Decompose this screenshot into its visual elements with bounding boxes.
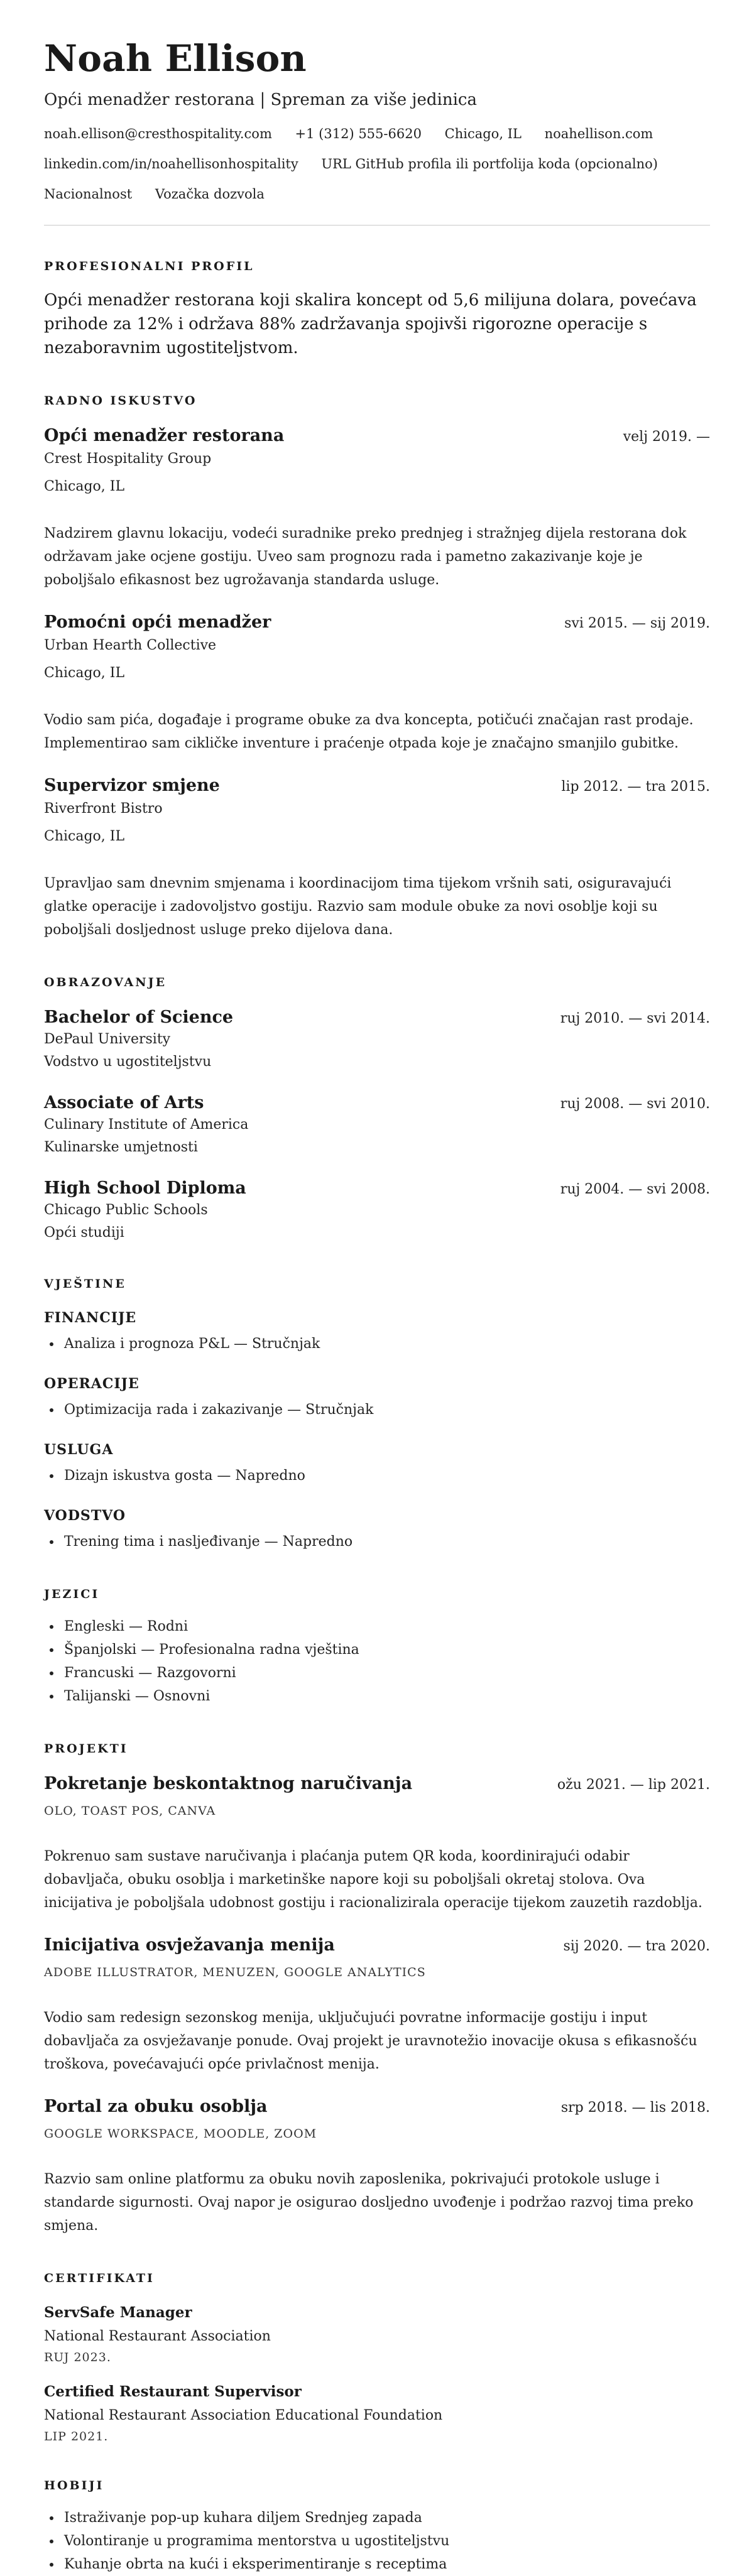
section-title-languages: JEZICI — [44, 1587, 100, 1601]
section-title-skills: VJEŠTINE — [44, 1277, 126, 1291]
certificate-name: Certified Restaurant Supervisor — [44, 2383, 302, 2400]
skill-list — [44, 1398, 710, 1421]
school-name: DePaul University — [44, 1031, 171, 1047]
job-company: Riverfront Bistro — [44, 801, 163, 817]
contact-row-1 — [44, 124, 710, 143]
language-item: • Španjolski — Profesionalna radna vještina — [62, 1638, 710, 1661]
contact-row-2 — [44, 155, 710, 173]
project-tech: GOOGLE WORKSPACE, MOODLE, ZOOM — [44, 2127, 317, 2141]
language-item: • Talijanski — Osnovni — [62, 1685, 710, 1708]
project-name: Inicijativa osvježavanja menija — [44, 1935, 335, 1955]
skill-item: • Optimizacija rada i zakazivanje — Stručnjak — [62, 1398, 710, 1421]
experience-entry — [44, 612, 710, 755]
school-name: Chicago Public Schools — [44, 1202, 208, 1218]
skill-category: OPERACIJE — [44, 1376, 139, 1392]
degree-title: High School Diploma — [44, 1178, 246, 1198]
skill-list — [44, 1530, 710, 1553]
skill-category: USLUGA — [44, 1442, 114, 1458]
language-list — [44, 1615, 710, 1708]
hobby-item: • Volontiranje u programima mentorstva u ugostiteljstvu — [62, 2530, 710, 2553]
job-company: Crest Hospitality Group — [44, 451, 212, 467]
education-entry — [44, 1092, 710, 1158]
job-dates: velj 2019. — — [623, 429, 710, 445]
certificate-entry — [44, 2382, 710, 2445]
header-divider — [44, 225, 710, 226]
project-dates: sij 2020. — tra 2020. — [563, 1938, 710, 1954]
hobby-item: • Istraživanje pop-up kuhara diljem Srednjeg zapada — [62, 2506, 710, 2530]
job-description: Upravljao sam dnevnim smjenama i koordinacijom tima tijekom vršnih sati, osiguravajući glatke operacije i zadovoljstvo gostiju. Razvio sam module obuke za novi osoblje koji su poboljšali dosljednost usluge preko dijelova dana. — [44, 876, 672, 938]
certificate-issuer: National Restaurant Association — [44, 2329, 271, 2344]
certificate-entry — [44, 2303, 710, 2366]
job-title: Opći menadžer restorana — [44, 426, 285, 445]
experience-entry — [44, 775, 710, 942]
candidate-headline: Opći menadžer restorana | Spreman za više jedinica — [44, 90, 477, 109]
candidate-name: Noah Ellison — [44, 37, 307, 80]
section-title-hobbies: HOBIJI — [44, 2479, 104, 2492]
project-entry — [44, 1935, 710, 2076]
contact-phone[interactable]: +1 (312) 555-6620 — [295, 126, 422, 141]
job-location: Chicago, IL — [44, 479, 125, 494]
contact-row-3 — [44, 185, 710, 204]
skill-item: • Analiza i prognoza P&L — Stručnjak — [62, 1332, 710, 1356]
job-title: Supervizor smjene — [44, 776, 220, 795]
hobby-item: • Kuhanje obrta na kući i eksperimentiranje s receptima — [62, 2553, 710, 2576]
job-location: Chicago, IL — [44, 829, 125, 844]
job-dates: lip 2012. — tra 2015. — [561, 779, 710, 795]
certificate-name: ServSafe Manager — [44, 2304, 192, 2321]
certificate-issuer: National Restaurant Association Educational Foundation — [44, 2408, 443, 2423]
project-name: Portal za obuku osoblja — [44, 2097, 268, 2116]
contact-linkedin[interactable]: linkedin.com/in/noahellisonhospitality — [44, 156, 298, 171]
contact-nationality: Nacionalnost — [44, 187, 133, 202]
project-tech: ADOBE ILLUSTRATOR, MENUZEN, GOOGLE ANALYTICS — [44, 1965, 426, 1979]
project-description: Razvio sam online platformu za obuku novih zaposlenika, pokrivajući protokole usluge i standarde sigurnosti. Ovaj napor je osigurao dosljedno uvođenje i podržao razvoj tima preko smjena. — [44, 2171, 694, 2234]
experience-entry — [44, 425, 710, 592]
study-field: Vodstvo u ugostiteljstvu — [44, 1054, 212, 1070]
job-description: Nadzirem glavnu lokaciju, vodeći suradnike preko prednjeg i stražnjeg dijela restorana dok održavam jake ocjene gostiju. Uveo sam prognozu rada i pametno zakazivanje koje je poboljšalo efikasnost bez ugrožavanja standarda usluge. — [44, 526, 687, 588]
school-name: Culinary Institute of America — [44, 1117, 249, 1133]
study-field: Kulinarske umjetnosti — [44, 1139, 198, 1155]
job-description: Vodio sam pića, događaje i programe obuke za dva koncepta, potičući značajan rast prodaje. Implementirao sam cikličke inventure i praćenje otpada koje je značajno smanjilo gubitke. — [44, 712, 694, 751]
skill-category: VODSTVO — [44, 1508, 126, 1524]
profile-summary: Opći menadžer restorana koji skalira koncept od 5,6 milijuna dolara, povećava prihode za 12% i održava 88% zadržavanja spojivši rigorozne operacije s nezaboravnim ugostiteljstvom. — [44, 291, 697, 357]
certificate-date: LIP 2021. — [44, 2430, 109, 2443]
contact-email[interactable]: noah.ellison@cresthospitality.com — [44, 126, 272, 141]
project-description: Pokrenuo sam sustave naručivanja i plaćanja putem QR koda, koordinirajući odabir dobavljača, obuku osoblja i marketinške napore koji su poboljšali okretaj stolova. Ova inicijativa je poboljšala udobnost gostiju i racionalizirala operacije tijekom zauzetih razdoblja. — [44, 1849, 702, 1911]
project-tech: OLO, TOAST POS, CANVA — [44, 1804, 216, 1818]
degree-dates: ruj 2010. — svi 2014. — [560, 1011, 710, 1026]
skill-item: • Dizajn iskustva gosta — Napredno — [62, 1464, 710, 1487]
project-dates: ožu 2021. — lip 2021. — [557, 1777, 710, 1793]
study-field: Opći studiji — [44, 1225, 124, 1241]
project-dates: srp 2018. — lis 2018. — [560, 2100, 710, 2116]
certificate-date: RUJ 2023. — [44, 2350, 111, 2364]
job-title: Pomoćni opći menadžer — [44, 612, 271, 632]
section-title-certificates: CERTIFIKATI — [44, 2271, 155, 2285]
contact-website[interactable]: noahellison.com — [544, 126, 653, 141]
contact-github-placeholder: URL GitHub profila ili portfolija koda (opcionalno) — [321, 156, 658, 171]
section-title-education: OBRAZOVANJE — [44, 976, 167, 989]
hobby-list — [44, 2506, 710, 2576]
skill-item: • Trening tima i nasljeđivanje — Napredno — [62, 1530, 710, 1553]
degree-dates: ruj 2004. — svi 2008. — [560, 1182, 710, 1197]
contact-location: Chicago, IL — [444, 126, 522, 141]
degree-title: Bachelor of Science — [44, 1008, 234, 1027]
project-name: Pokretanje beskontaktnog naručivanja — [44, 1774, 413, 1793]
section-title-profile: PROFESIONALNI PROFIL — [44, 259, 254, 273]
project-entry — [44, 1773, 710, 1915]
contact-drivers-license: Vozačka dozvola — [155, 187, 265, 202]
job-company: Urban Hearth Collective — [44, 638, 217, 653]
job-dates: svi 2015. — sij 2019. — [564, 616, 710, 631]
education-entry — [44, 1007, 710, 1072]
language-item: • Engleski — Rodni — [62, 1615, 710, 1638]
education-entry — [44, 1178, 710, 1243]
skill-list — [44, 1332, 710, 1356]
skill-list — [44, 1464, 710, 1487]
project-entry — [44, 2096, 710, 2237]
degree-dates: ruj 2008. — svi 2010. — [560, 1096, 710, 1112]
degree-title: Associate of Arts — [44, 1093, 204, 1112]
section-title-experience: RADNO ISKUSTVO — [44, 394, 197, 408]
skill-category: FINANCIJE — [44, 1310, 137, 1326]
job-location: Chicago, IL — [44, 665, 125, 681]
project-description: Vodio sam redesign sezonskog menija, uključujući povratne informacije gostiju i input dobavljača za osvježavanje ponude. Ovaj projekt je uravnotežio inovacije okusa s efikasnošću troškova, povećavajući opće privlačnost menija. — [44, 2010, 697, 2072]
section-title-projects: PROJEKTI — [44, 1742, 128, 1756]
language-item: • Francuski — Razgovorni — [62, 1661, 710, 1685]
